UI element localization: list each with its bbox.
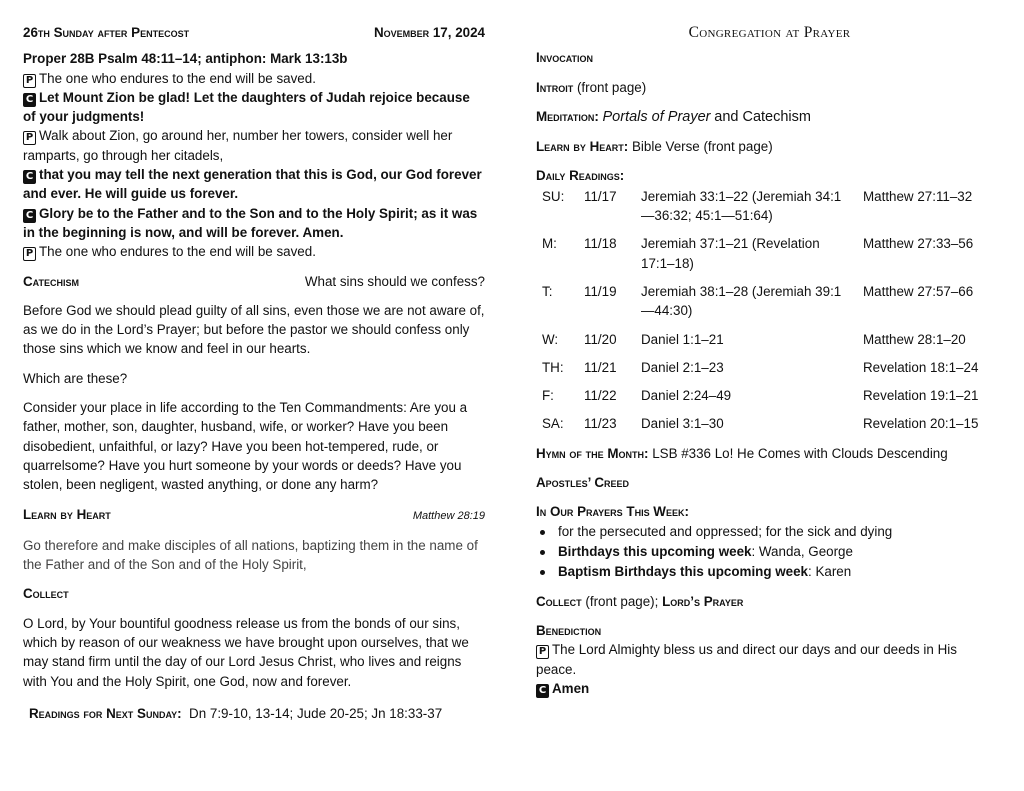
catechism-paragraph: Before God we should plead guilty of all sins, even those we are not aware of, as we do in the Lord’s Prayer; but before the pastor we should confess only those sins which we know and feel in our hearts. [23,302,485,357]
collect-heading: Collect [23,586,69,602]
psalm-line: P Walk about Zion, go around her, number her towers, consider well her ramparts, go through her citadels, [23,128,453,163]
table-row: T: 11/19 Jeremiah 38:1–28 (Jeremiah 39:1—44:30) Matthew 27:57–66 [542,283,974,319]
list-item: Baptism Birthdays this upcoming week: Karen [536,562,983,582]
left-column [23,0,485,723]
congregation-title: Congregation at Prayer [688,24,851,41]
introit-note: (front page) [576,79,647,95]
list-item: Birthdays this upcoming week: Wanda, George [536,542,983,562]
benediction-heading: Benediction [536,622,602,638]
next-sunday-label: Readings for Next Sunday [29,705,178,721]
collect-line [536,592,983,611]
collect-text: O Lord, by Your bountiful goodness release us from the bonds of our sins, which by reason of our weakness we have brought upon ourselves, that we may stand firm until the day of our Lord Jesus Christ, who lives and reigns with You and the Holy Spirit, one God, now and forever. [23,615,469,689]
meditation-title: Portals of Prayer [602,108,711,125]
collect-label: Collect [536,593,582,609]
table-row: SA: 11/23 Daniel 3:1–30 Revelation 20:1–15 [542,416,979,432]
introit-label: Introit [536,79,574,95]
lords-prayer-label: Lord’s Prayer [662,593,744,609]
list-item: for the persecuted and oppressed; for the sick and dying [536,522,983,542]
next-sunday-text: Dn 7:9-10, 13-14; Jude 20-25; Jn 18:33-37 [189,705,443,721]
congregation-marker-icon: C [23,93,36,107]
pastor-marker-icon: P [23,131,36,145]
pastor-marker-icon: P [536,645,549,659]
catechism-paragraph: Consider your place in life according to the Ten Commandments: Are you a father, mother, son, daughter, husband, wife, or worker? Have you been disobedient, unfaithful, or lazy? Have you been hot-tempered, rude, or quarrelsome? Have you hurt someone by your words or deeds? Have you stolen, been negligent, wasted anything, or done any harm? [23,400,468,493]
invocation-heading: Invocation [536,50,594,66]
introit-line [536,78,983,97]
daily-readings-table [536,187,983,434]
prayers-heading: In Our Prayers This Week: [536,504,689,520]
pastor-marker-icon: P [23,74,36,88]
congregation-marker-icon: C [23,209,36,223]
next-sunday-readings: Readings for Next Sunday: Dn 7:9-10, 13-14; Jude 20-25; Jn 18:33-37 [29,705,443,721]
hymn-line [536,444,983,463]
psalm-section [23,49,485,261]
prayer-list [536,522,983,582]
lbh-label: Learn by Heart: [536,139,629,155]
hymn-label: Hymn of the Month: [536,445,649,461]
right-column [536,0,983,698]
table-row: SU: 11/17 Jeremiah 33:1–22 (Jeremiah 34:1—36:32; 45:1—51:64) Matthew 27:11–32 [542,188,973,224]
psalm-line: C Glory be to the Father and to the Son and to the Holy Spirit; as it was in the beginning is now, and will be forever. Amen. [23,205,478,240]
meditation-label: Meditation: [536,108,599,124]
page-header [23,23,485,42]
pastor-marker-icon: P [23,247,36,261]
table-row: W: 11/20 Daniel 1:1–21 Matthew 28:1–20 [542,331,966,347]
congregation-marker-icon: C [23,170,36,184]
psalm-line: P The one who endures to the end will be saved. [23,69,485,88]
page-title: 26th Sunday after Pentecost [23,25,190,40]
learn-by-heart-heading: Learn by Heart [23,506,111,522]
psalm-heading: Proper 28B Psalm 48:11–14; antiphon: Mark 13:13b [23,51,348,67]
hymn-text: LSB #336 Lo! He Comes with Clouds Descending [652,445,948,461]
psalm-line: P The one who endures to the end will be saved. [23,242,485,261]
psalm-line: C Let Mount Zion be glad! Let the daughters of Judah rejoice because of your judgments! [23,89,470,125]
lbh-line [536,137,983,156]
learn-by-heart-reference: Matthew 28:19 [412,509,485,522]
psalm-line: C that you may tell the next generation that this is God, our God forever and ever. He will guide us forever. [23,167,482,202]
collect-note: (front page); [585,593,659,609]
creed-heading: Apostles’ Creed [536,475,630,491]
catechism-header [23,272,485,291]
meditation-rest: and Catechism [714,108,811,125]
daily-readings-heading: Daily Readings: [536,168,625,184]
learn-by-heart-text: Go therefore and make disciples of all nations, baptizing them in the name of the Father and of the Son and of the Holy Spirit, [23,537,478,573]
congregation-marker-icon: C [536,684,549,698]
lbh-text: Bible Verse (front page) [632,139,773,155]
table-row: TH: 11/21 Daniel 2:1–23 Revelation 18:1–24 [542,359,979,375]
benediction-line: P The Lord Almighty bless us and direct our days and our deeds in His peace. [536,642,957,677]
catechism-heading: Catechism [23,273,80,289]
page-date: November 17, 2024 [373,25,485,40]
table-row: F: 11/22 Daniel 2:24–49 Revelation 19:1–21 [542,388,979,404]
meditation-line [536,107,983,127]
learn-by-heart-header [23,505,485,526]
benediction-response: C Amen [536,679,983,698]
catechism-paragraph: Which are these? [23,370,128,386]
table-row: M: 11/18 Jeremiah 37:1–21 (Revelation 17:1–18) Matthew 27:33–56 [542,236,974,271]
catechism-question: What sins should we confess? [304,273,485,289]
